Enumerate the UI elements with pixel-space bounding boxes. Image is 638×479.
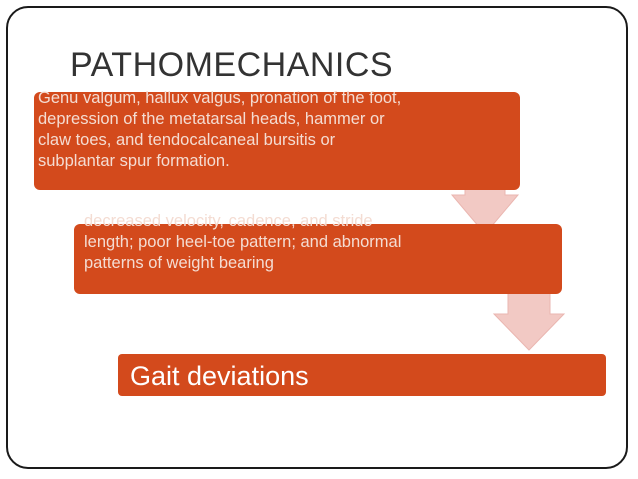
- gait-parameters-box: [74, 212, 562, 294]
- pathology-text: Genu valgum, hallux valgus, pronation of the foot, depression of the metatarsal heads, hammer or claw toes, and tendocalcaneal bursitis or subplantar spur formation.: [38, 89, 402, 170]
- gait-deviations-box: [118, 354, 606, 396]
- pathology-box: [34, 89, 520, 190]
- gait-parameters-text: decreased velocity, cadence, and stride length; poor heel-toe pattern; and abnormal patterns of weight bearing: [84, 212, 402, 272]
- slide-title: PATHOMECHANICS: [70, 46, 394, 84]
- gait-deviations-text: Gait deviations: [130, 361, 309, 391]
